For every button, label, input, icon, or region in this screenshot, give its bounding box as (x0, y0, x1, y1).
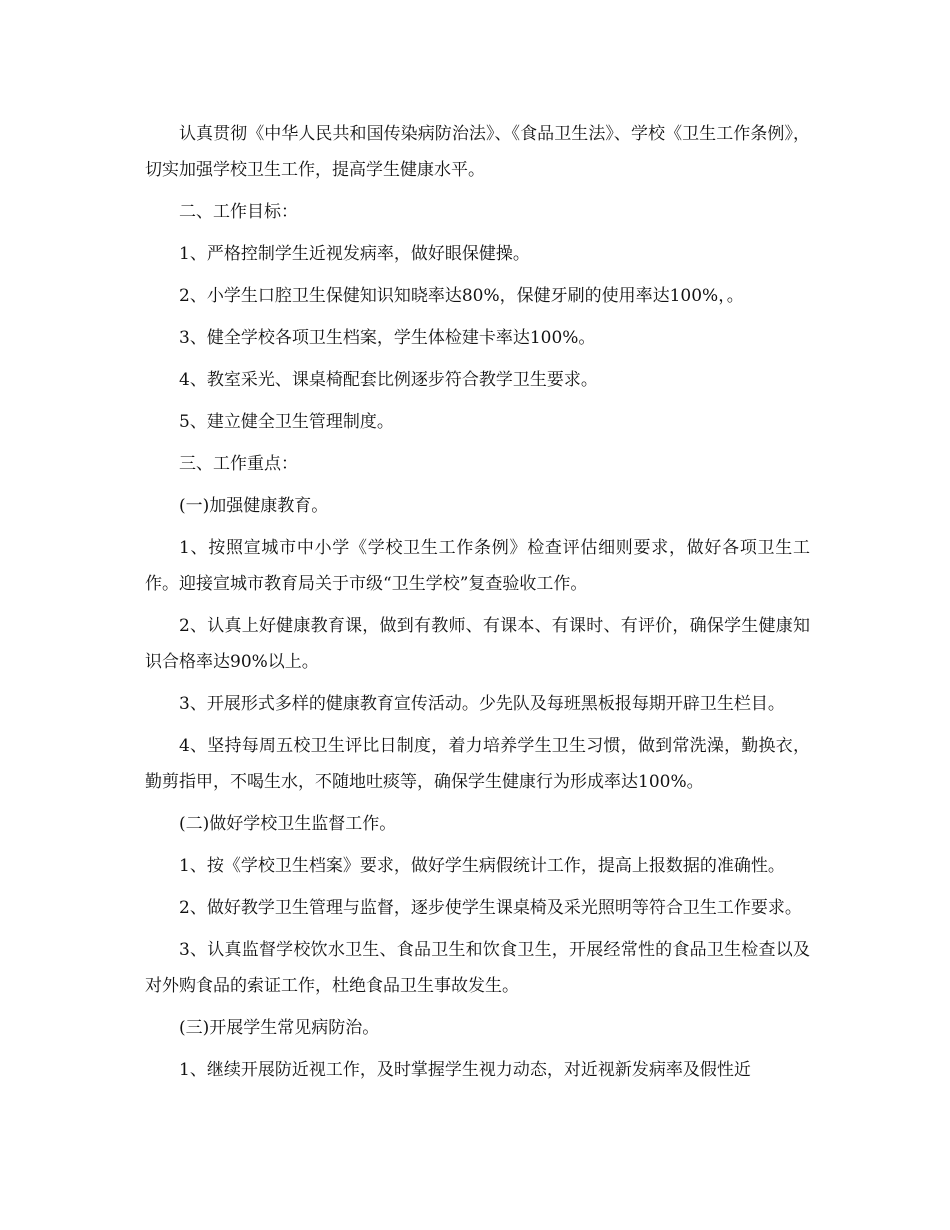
heading-work-focus: 三、工作重点： (179, 454, 298, 474)
education-item-3: 3、开展形式多样的健康教育宣传活动。少先队及每班黑板报每期开辟卫生栏目。 (179, 694, 785, 714)
supervision-item-2: 2、做好教学卫生管理与监督，逐步使学生课桌椅及采光照明等符合卫生工作要求。 (179, 898, 802, 918)
heading-work-goals: 二、工作目标： (179, 202, 298, 222)
subheading-supervision: (二)做好学校卫生监督工作。 (179, 814, 397, 834)
document-body (145, 116, 810, 1094)
prevention-item-1: 1、继续开展防近视工作，及时掌握学生视力动态，对近视新发病率及假性近 (179, 1060, 751, 1080)
goal-item-3: 3、健全学校各项卫生档案，学生体检建卡率达100%。 (179, 328, 596, 348)
paragraph-intro: 认真贯彻《中华人民共和国传染病防治法》、《食品卫生法》、学校《卫生工作条例》，切实加强学校卫生工作，提高学生健康水平。 (145, 124, 810, 180)
subheading-health-education: (一)加强健康教育。 (179, 496, 329, 516)
goal-item-4: 4、教室采光、课桌椅配套比例逐步符合教学卫生要求。 (179, 370, 598, 390)
education-item-2: 2、认真上好健康教育课，做到有教师、有课本、有课时、有评价，确保学生健康知识合格率达90%以上。 (145, 616, 810, 672)
education-item-4: 4、坚持每周五校卫生评比日制度，着力培养学生卫生习惯，做到常洗澡，勤换衣，勤剪指甲，不喝生水，不随地吐痰等，确保学生健康行为形成率达100%。 (145, 736, 810, 792)
goal-item-2: 2、小学生口腔卫生保健知识知晓率达80%，保健牙刷的使用率达100%，。 (179, 286, 744, 306)
subheading-disease-prevention: (三)开展学生常见病防治。 (179, 1018, 380, 1038)
education-item-1: 1、按照宣城市中小学《学校卫生工作条例》检查评估细则要求，做好各项卫生工作。迎接宣城市教育局关于市级“卫生学校”复查验收工作。 (145, 538, 810, 594)
supervision-item-1: 1、按《学校卫生档案》要求，做好学生病假统计工作，提高上报数据的准确性。 (179, 856, 785, 876)
supervision-item-3: 3、认真监督学校饮水卫生、食品卫生和饮食卫生，开展经常性的食品卫生检查以及对外购食品的索证工作，杜绝食品卫生事故发生。 (145, 940, 810, 996)
goal-item-5: 5、建立健全卫生管理制度。 (179, 412, 394, 432)
goal-item-1: 1、严格控制学生近视发病率，做好眼保健操。 (179, 244, 530, 264)
